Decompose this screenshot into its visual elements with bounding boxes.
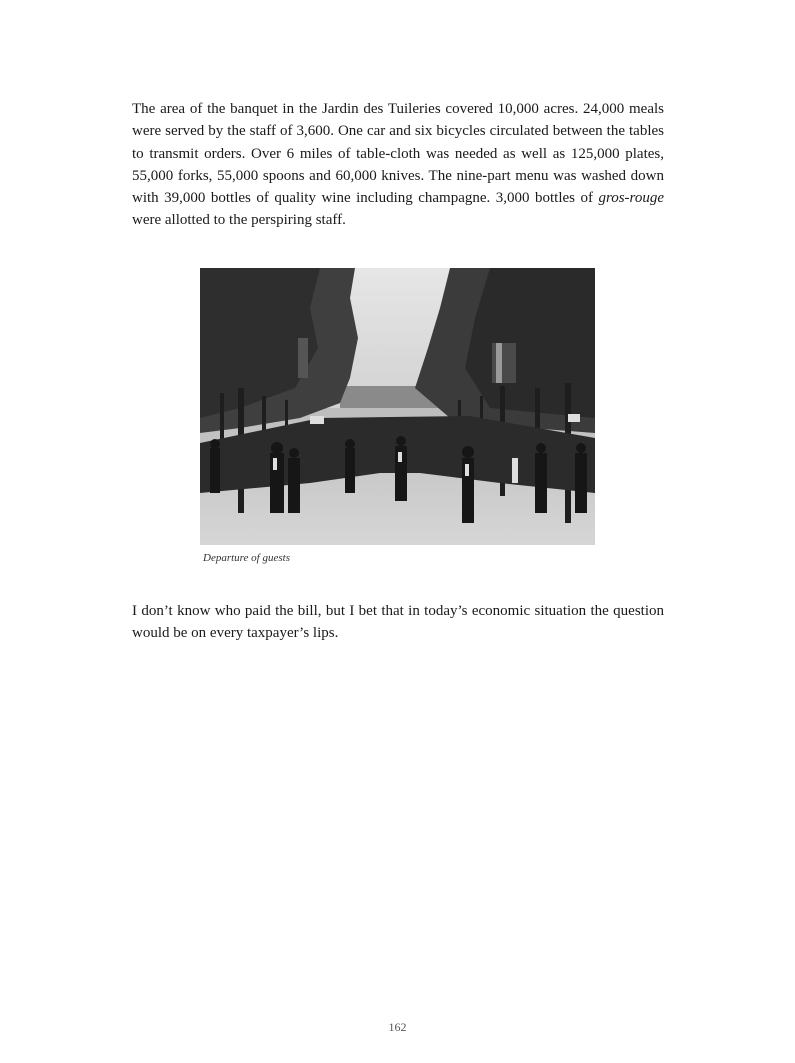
figure-caption: Departure of guests	[203, 552, 290, 564]
photo-departure-of-guests	[200, 268, 595, 545]
paragraph-text-part2: were allotted to the perspiring staff.	[132, 212, 346, 229]
paragraph-text-part1: The area of the banquet in the Jardin des Tuileries covered 10,000 acres. 24,000 meals were served by the staff of 3,600. One car and six bicycles circulated between the tables to transmit orders. Over 6 miles of table-cloth was needed as well as 125,000 plates, 55,000 forks, 55,000 spoons and 60,000 knives. The nine-part menu was washed down with 39,000 bottles of quality wine including champagne. 3,000 bottles of	[132, 101, 664, 207]
page-number: 162	[388, 1020, 407, 1034]
body-paragraph-banquet	[132, 98, 664, 232]
body-paragraph-bill: I don’t know who paid the bill, but I bet that in today’s economic situation the question would be on every taxpayer’s lips.	[132, 603, 664, 642]
paragraph-emphasis-gros-rouge: gros-rouge	[598, 190, 664, 207]
